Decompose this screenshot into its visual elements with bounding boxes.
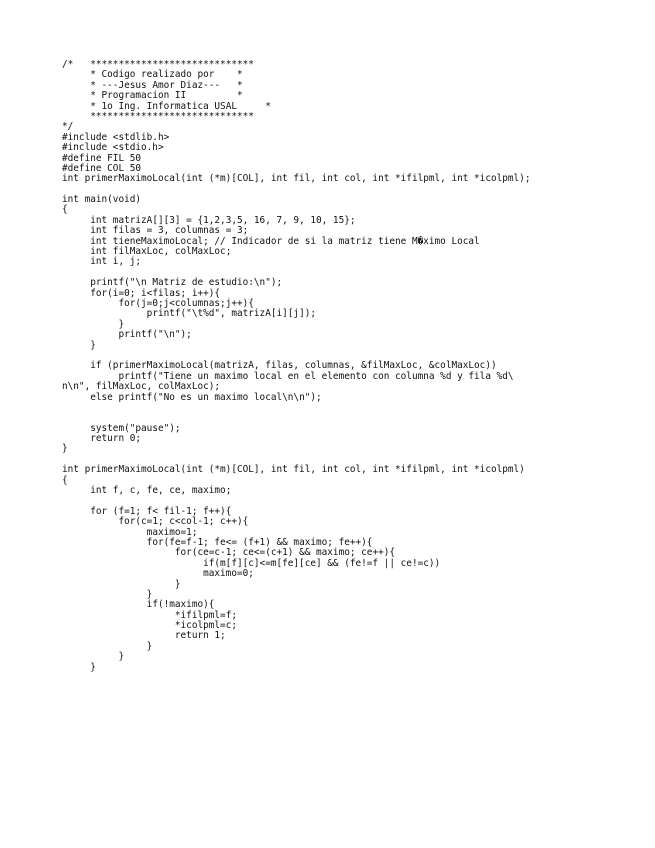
code-line: int primerMaximoLocal(int (*m)[COL], int fil, int col, int *ifilpml, int *icolpml) [62,464,525,476]
code-line: return 0; [62,433,142,445]
code-line: ***************************** [62,110,254,122]
code-line: int main(void) [62,194,142,206]
code-line [62,403,530,413]
code-line: { [62,204,68,216]
source-code-listing [62,60,530,673]
code-line: maximo=1; [62,526,198,538]
code-line: } [62,318,125,330]
code-line: int i, j; [62,256,142,268]
code-line: maximo=0; [62,568,254,580]
code-line: for(j=0;j<columnas;j++){ [62,297,254,309]
code-line: #include <stdio.h> [62,142,164,154]
code-line: * Codigo realizado por * [62,69,243,81]
code-line: * Programacion II * [62,90,243,102]
code-line: printf("\n"); [62,329,192,341]
code-line: int primerMaximoLocal(int (*m)[COL], int fil, int col, int *ifilpml, int *icolpml); [62,173,531,185]
code-line: return 1; [62,630,226,642]
code-line: printf("Tiene un maximo local en el elemento con columna %d y fila %d\ [62,370,514,382]
code-line: system("pause"); [62,422,181,434]
code-line: else printf("No es un maximo local\n\n"); [62,391,322,403]
code-line: } [62,339,96,351]
code-line: int filMaxLoc, colMaxLoc; [62,246,232,258]
code-line: */ [62,121,74,133]
code-line: #define COL 50 [62,162,142,174]
code-line: } [62,578,181,590]
code-line: for (f=1; f< fil-1; f++){ [62,505,232,517]
code-line: for(ce=c-1; ce<=(c+1) && maximo; ce++){ [62,547,396,559]
code-line: *icolpml=c; [62,620,237,632]
code-line: } [62,640,153,652]
code-line: * 1o Ing. Informatica USAL * [62,100,271,112]
code-line: } [62,661,96,673]
code-line: for(c=1; c<col-1; c++){ [62,516,249,528]
code-line: printf("\n Matriz de estudio:\n"); [62,277,283,289]
code-line: if(m[f][c]<=m[fe][ce] && (fe!=f || ce!=c)) [62,557,441,569]
code-line: } [62,443,68,455]
code-line: #define FIL 50 [62,152,142,164]
code-line: /* ***************************** [62,59,254,70]
code-line: int filas = 3, columnas = 3; [62,225,249,237]
code-line: *ifilpml=f; [62,609,237,621]
code-line: int tieneMaximoLocal; // Indicador de si la matriz tiene M�ximo Local [62,235,480,247]
code-line: int matrizA[][3] = {1,2,3,5, 16, 7, 9, 10, 15}; [62,214,356,226]
code-line: { [62,474,68,486]
code-line: for(i=0; i<filas; i++){ [62,287,221,299]
code-line: n\n", filMaxLoc, colMaxLoc); [62,381,221,393]
code-line: if (primerMaximoLocal(matrizA, filas, columnas, &filMaxLoc, &colMaxLoc)) [62,360,497,372]
code-line: } [62,588,153,600]
code-line: if(!maximo){ [62,599,215,611]
code-line: } [62,651,125,663]
code-line: int f, c, fe, ce, maximo; [62,485,232,497]
code-line: for(fe=f-1; fe<= (f+1) && maximo; fe++){ [62,536,373,548]
code-line: * ---Jesus Amor Diaz--- * [62,79,243,91]
code-line: #include <stdlib.h> [62,131,170,143]
code-line: printf("\t%d", matrizA[i][j]); [62,308,316,320]
